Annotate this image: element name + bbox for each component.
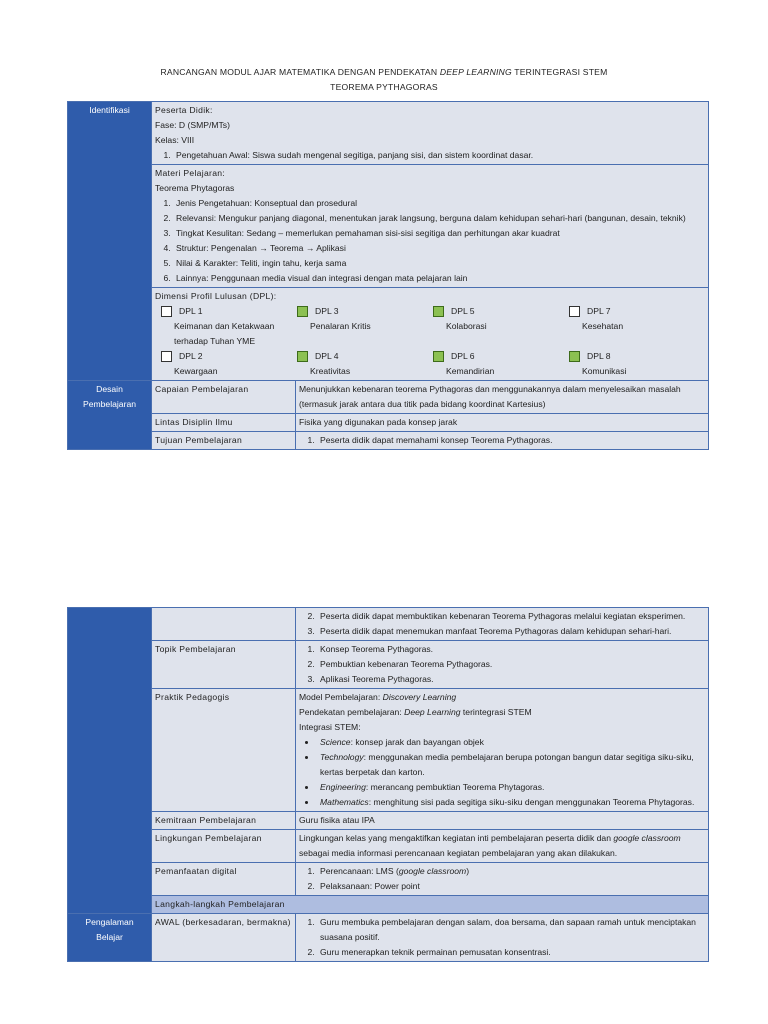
list-item: • Technology: menggunakan media pembelajaran berupa potongan bangun datar segitiga siku-siku, kertas berpetak dan karton. xyxy=(317,750,705,780)
materi-topic: Teorema Phytagoras xyxy=(155,183,235,193)
empty-cell xyxy=(152,608,296,641)
unchecked-checkbox-icon[interactable] xyxy=(161,306,172,317)
list-item: 3. Peserta didik dapat menemukan manfaat Teorema Pythagoras dalam kehidupan sehari-hari. xyxy=(317,624,705,639)
list-item: 3. Tingkat Kesulitan: Sedang – memerlukan pemahaman sisi-sisi segitiga dan perhitungan akar kuadrat xyxy=(173,226,705,241)
praktik-label: Praktik Pedagogis xyxy=(152,689,296,812)
topik-list xyxy=(299,642,705,687)
dpl-description: Komunikasi xyxy=(582,366,627,376)
list-item: 2. Pembuktian kebenaran Teorema Pythagoras. xyxy=(317,657,705,672)
dpl-description: Keimanan dan Ketakwaan terhadap Tuhan YME xyxy=(174,321,275,346)
list-item: • Mathematics: menghitung sisi pada segitiga siku-siku dengan menggunakan Teorema Phytagoras. xyxy=(317,795,705,810)
dpl-description: Penalaran Kritis xyxy=(310,321,371,331)
tujuan-cell xyxy=(296,432,709,450)
digital-label: Pemanfaatan digital xyxy=(152,863,296,896)
peserta-list xyxy=(155,148,705,163)
module-table-page1 xyxy=(67,101,709,450)
dpl-item xyxy=(563,349,693,379)
dpl-description: Kreativitas xyxy=(310,366,351,376)
lintas-text: Fisika yang digunakan pada konsep jarak xyxy=(296,414,709,432)
awal-label: AWAL (berkesadaran, bermakna) xyxy=(152,914,296,962)
list-item: 1. Perencanaan: LMS (google classroom) xyxy=(317,864,705,879)
list-item: 6. Lainnya: Penggunaan media visual dan integrasi dengan mata pelajaran lain xyxy=(173,271,705,286)
list-item: 5. Nilai & Karakter: Teliti, ingin tahu, kerja sama xyxy=(173,256,705,271)
list-item: 2. Relevansi: Mengukur panjang diagonal, menentukan jarak langsung, berguna dalam kehidupan sehari-hari (bangunan, desain, teknik) xyxy=(173,211,705,226)
list-item: 2. Guru menerapkan teknik permainan pemusatan konsentrasi. xyxy=(317,945,705,960)
list-item: 1. Pengetahuan Awal: Siswa sudah mengenal segitiga, panjang sisi, dan sistem koordinat dasar. xyxy=(173,148,705,163)
dpl-code: DPL 3 xyxy=(315,306,339,316)
list-item: 4. Struktur: Pengenalan → Teorema → Aplikasi xyxy=(173,241,705,256)
dpl-item xyxy=(427,349,563,379)
pengalaman-label: Pengalaman Belajar xyxy=(68,914,152,962)
dpl-item xyxy=(155,349,291,379)
awal-list xyxy=(299,915,705,960)
list-item: • Science: konsep jarak dan bayangan objek xyxy=(317,735,705,750)
stem-list xyxy=(299,735,705,810)
stem-heading: Integrasi STEM: xyxy=(299,722,361,732)
checked-checkbox-icon[interactable] xyxy=(297,351,308,362)
kemitraan-text: Guru fisika atau IPA xyxy=(296,812,709,830)
list-item: 1. Jenis Pengetahuan: Konseptual dan prosedural xyxy=(173,196,705,211)
topik-label: Topik Pembelajaran xyxy=(152,641,296,689)
list-item: 3. Aplikasi Teorema Pythagoras. xyxy=(317,672,705,687)
dpl-item xyxy=(563,304,693,349)
dpl-code: DPL 6 xyxy=(451,351,475,361)
lintas-label: Lintas Disiplin Ilmu xyxy=(152,414,296,432)
checked-checkbox-icon[interactable] xyxy=(569,351,580,362)
peserta-didik-heading: Peserta Didik: xyxy=(155,105,213,115)
dpl-description: Kolaborasi xyxy=(446,321,487,331)
capaian-text: Menunjukkan kebenaran teorema Pythagoras dan menggunakannya dalam menyelesaikan masalah (termasuk jarak antara dua titik pada bidang koordinat Kartesius) xyxy=(296,381,709,414)
praktik-cell xyxy=(296,689,709,812)
tujuan-list xyxy=(299,433,705,448)
dpl-code: DPL 7 xyxy=(587,306,611,316)
checked-checkbox-icon[interactable] xyxy=(433,351,444,362)
pendekatan-text: Pendekatan pembelajaran: Deep Learning terintegrasi STEM xyxy=(299,707,532,717)
lingkungan-label: Lingkungan Pembelajaran xyxy=(152,830,296,863)
topik-cell xyxy=(296,641,709,689)
tujuan-label: Tujuan Pembelajaran xyxy=(152,432,296,450)
peserta-didik-cell xyxy=(152,102,709,165)
desain-label: Desain Pembelajaran xyxy=(68,381,152,450)
lingkungan-text: Lingkungan kelas yang mengaktifkan kegiatan inti pembelajaran peserta didik dan google classroom sebagai media informasi perencanaan kegiatan pembelajaran yang akan dilakukan. xyxy=(296,830,709,863)
dpl-grid xyxy=(155,304,705,379)
dpl-description: Kemandirian xyxy=(446,366,495,376)
model-text: Model Pembelajaran: Discovery Learning xyxy=(299,692,457,702)
list-item: 1. Peserta didik dapat memahami konsep Teorema Pythagoras. xyxy=(317,433,705,448)
dpl-item xyxy=(155,304,291,349)
dpl-item xyxy=(427,304,563,349)
identifikasi-label: Identifikasi xyxy=(68,102,152,381)
tujuan-cont-cell xyxy=(296,608,709,641)
checked-checkbox-icon[interactable] xyxy=(433,306,444,317)
digital-list xyxy=(299,864,705,894)
list-item: 2. Peserta didik dapat membuktikan kebenaran Teorema Pythagoras melalui kegiatan eksperimen. xyxy=(317,609,705,624)
checked-checkbox-icon[interactable] xyxy=(297,306,308,317)
dpl-code: DPL 2 xyxy=(179,351,203,361)
dpl-description: Kewargaan xyxy=(174,366,218,376)
dpl-code: DPL 1 xyxy=(179,306,203,316)
document-title-line1: RANCANGAN MODUL AJAR MATEMATIKA DENGAN PENDEKATAN DEEP LEARNING TERINTEGRASI STEM xyxy=(160,67,608,77)
langkah-heading: Langkah-langkah Pembelajaran xyxy=(152,896,709,914)
tujuan-list-cont xyxy=(299,609,705,639)
dpl-description: Kesehatan xyxy=(582,321,624,331)
document-title-line2: TEOREMA PYTHAGORAS xyxy=(330,82,438,92)
awal-cell xyxy=(296,914,709,962)
list-item: 1. Konsep Teorema Pythagoras. xyxy=(317,642,705,657)
list-item: 2. Pelaksanaan: Power point xyxy=(317,879,705,894)
dpl-heading: Dimensi Profil Lulusan (DPL): xyxy=(155,291,277,301)
materi-list xyxy=(155,196,705,286)
module-table-page2 xyxy=(67,607,709,962)
capaian-label: Capaian Pembelajaran xyxy=(152,381,296,414)
digital-cell xyxy=(296,863,709,896)
dpl-code: DPL 5 xyxy=(451,306,475,316)
dpl-item xyxy=(291,304,427,349)
dpl-item xyxy=(291,349,427,379)
fase-text: Fase: D (SMP/MTs) xyxy=(155,120,230,130)
dpl-code: DPL 4 xyxy=(315,351,339,361)
unchecked-checkbox-icon[interactable] xyxy=(569,306,580,317)
kemitraan-label: Kemitraan Pembelajaran xyxy=(152,812,296,830)
list-item: • Engineering: merancang pembuktian Teorema Phytagoras. xyxy=(317,780,705,795)
dpl-cell xyxy=(152,288,709,381)
list-item: 1. Guru membuka pembelajaran dengan salam, doa bersama, dan sapaan ramah untuk menciptakan suasana positif. xyxy=(317,915,705,945)
unchecked-checkbox-icon[interactable] xyxy=(161,351,172,362)
kelas-text: Kelas: VIII xyxy=(155,135,195,145)
desain-continued-side xyxy=(68,608,152,914)
materi-heading: Materi Pelajaran: xyxy=(155,168,226,178)
dpl-code: DPL 8 xyxy=(587,351,611,361)
materi-pelajaran-cell xyxy=(152,165,709,288)
